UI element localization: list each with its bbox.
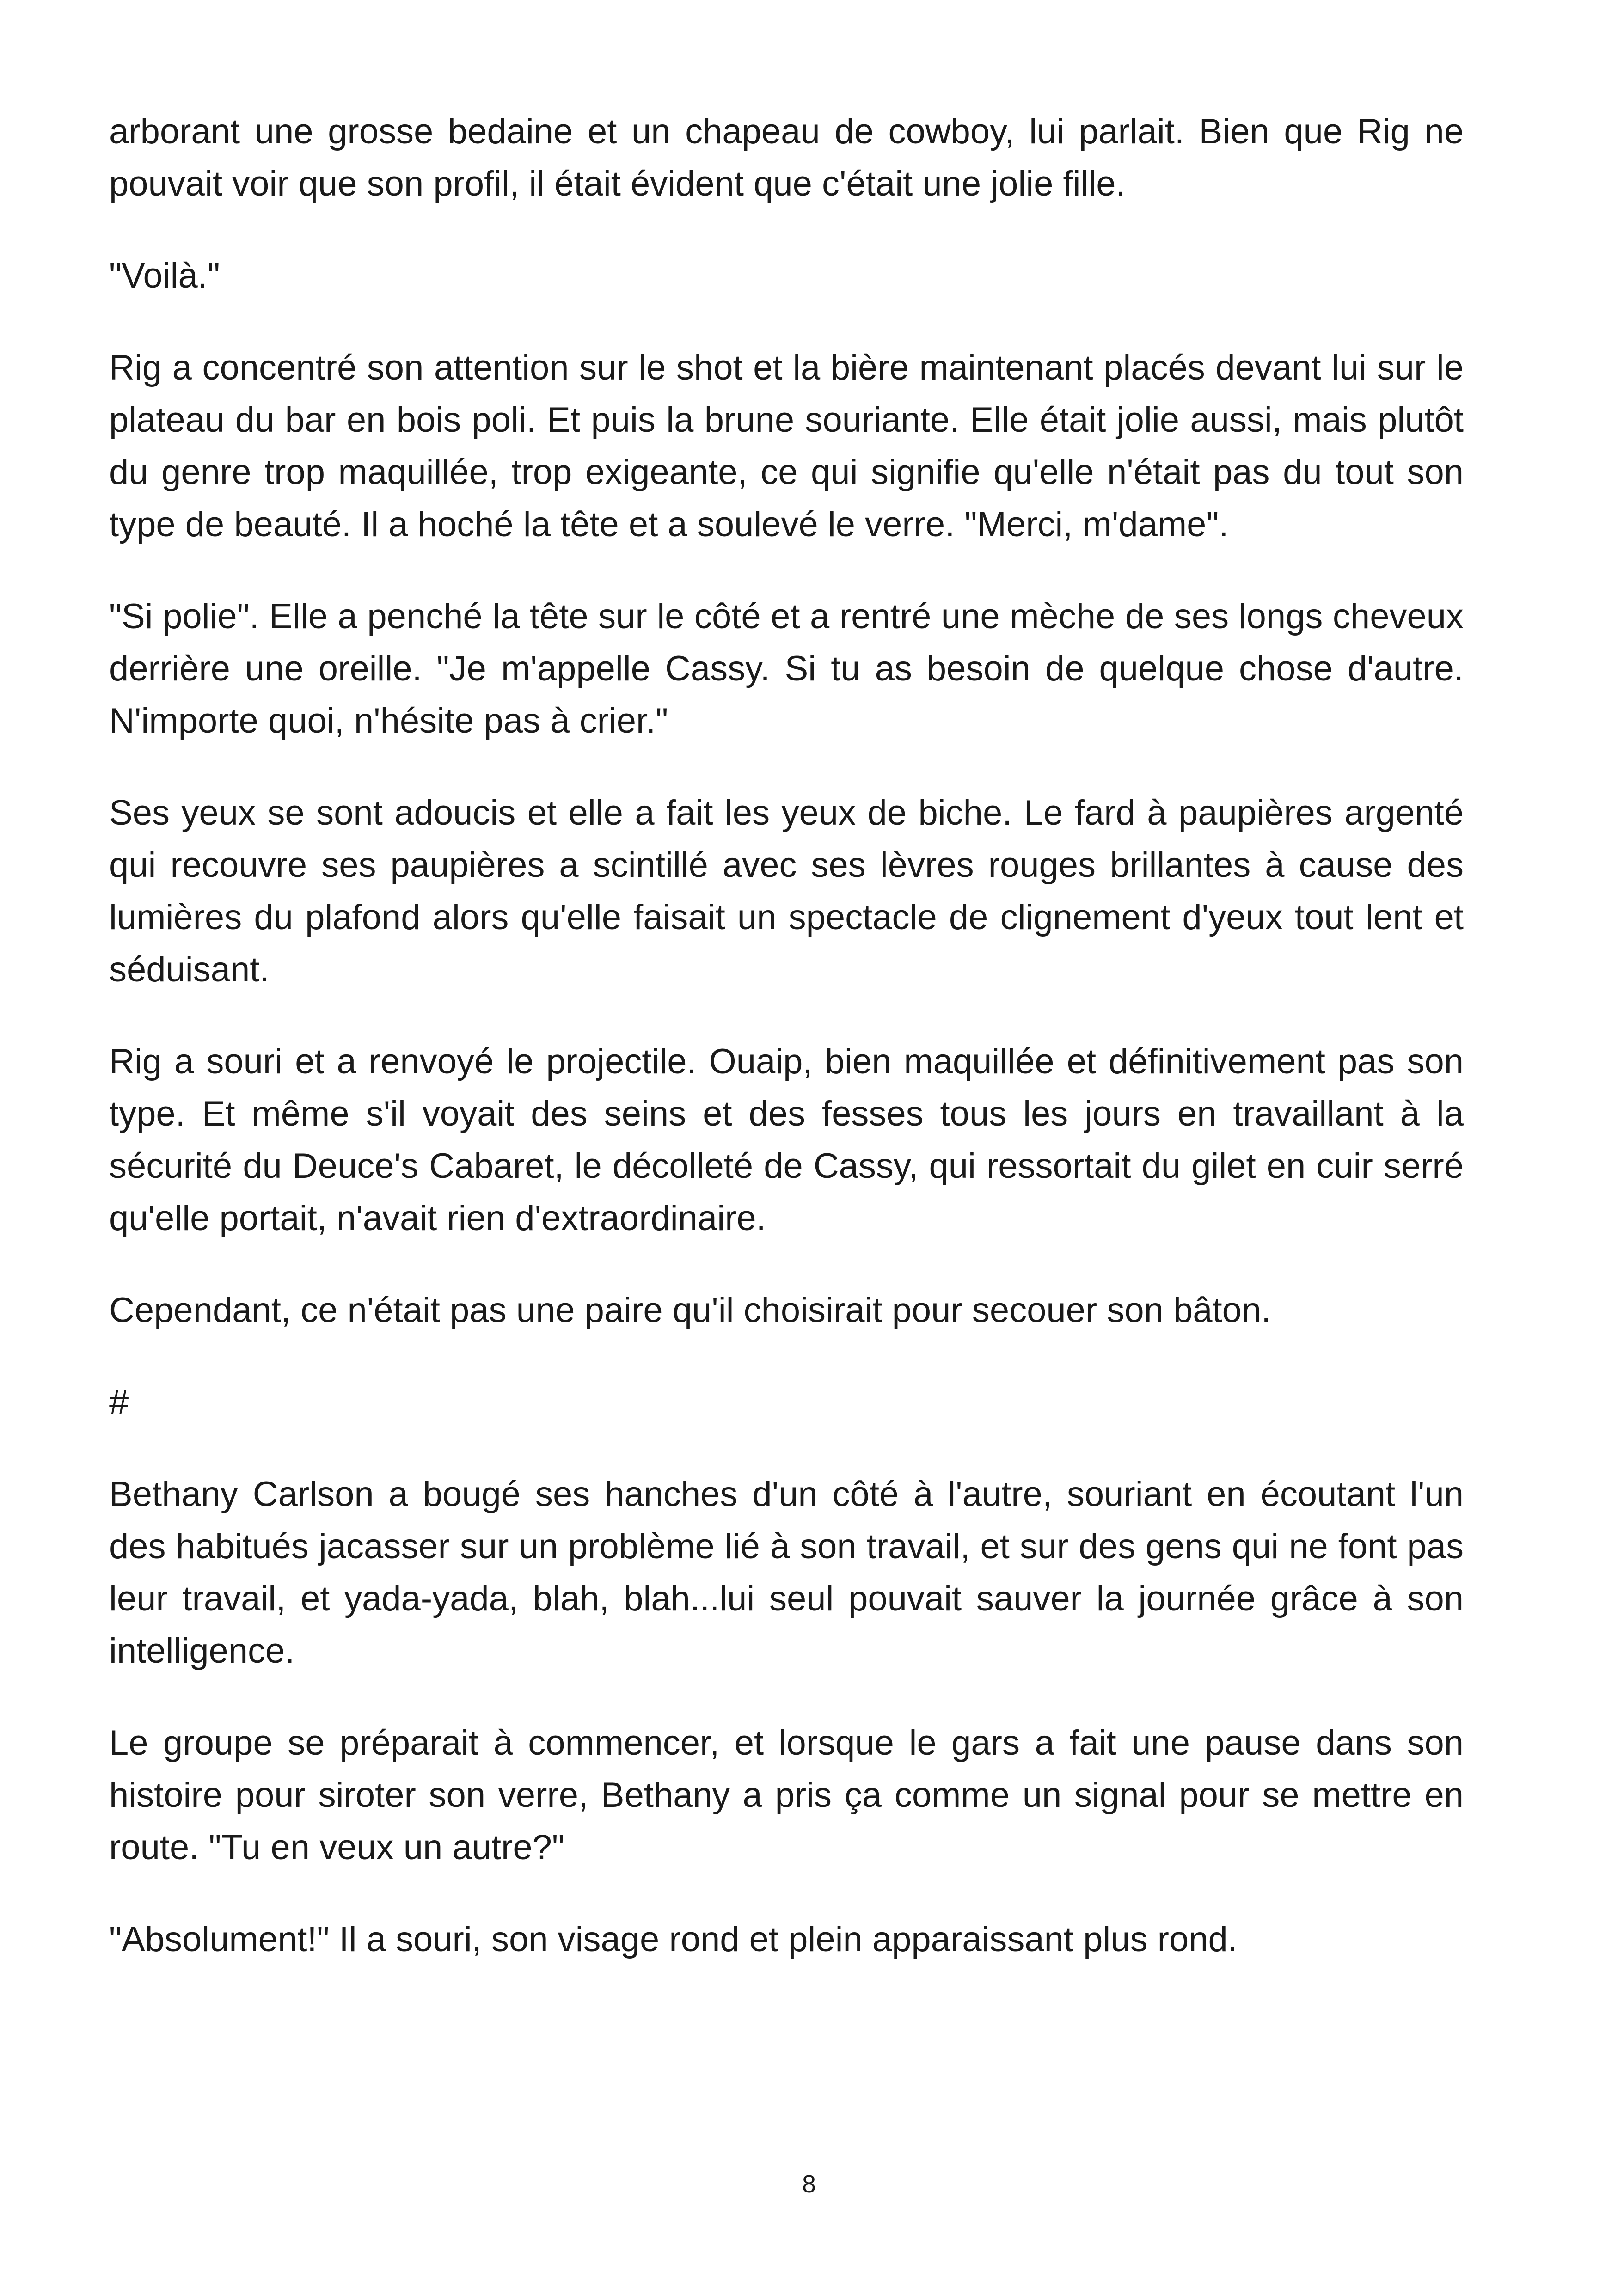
paragraph-2: "Voilà." [109, 256, 220, 295]
scene-break: # [109, 1383, 129, 1422]
page-number: 8 [802, 2170, 816, 2198]
paragraph-8: Bethany Carlson a bougé ses hanches d'un côté à l'autre, souriant en écoutant l'un des habitués jacasser sur un problème lié à son travail, et sur des gens qui ne font pas leur travail, et yada-yada, blah, blah...lui seul pouvait sauver la journée grâce à son intelligence. [109, 1475, 1464, 1671]
paragraph-1: arborant une grosse bedaine et un chapeau de cowboy, lui parlait. Bien que Rig ne pouvait voir que son profil, il était évident que c'était une jolie fille. [109, 112, 1464, 203]
paragraph-3: Rig a concentré son attention sur le shot et la bière maintenant placés devant lui sur le plateau du bar en bois poli. Et puis la brune souriante. Elle était jolie aussi, mais plutôt du genre trop maquillée, trop exigeante, ce qui signifie qu'elle n'était pas du tout son type de beauté. Il a hoché la tête et a soulevé le verre. "Merci, m'dame". [109, 348, 1464, 544]
paragraph-7: Cependant, ce n'était pas une paire qu'il choisirait pour secouer son bâton. [109, 1291, 1271, 1330]
body-text [109, 105, 1464, 2005]
paragraph-4: "Si polie". Elle a penché la tête sur le côté et a rentré une mèche de ses longs cheveux derrière une oreille. "Je m'appelle Cassy. Si tu as besoin de quelque chose d'autre. N'importe quoi, n'hésite pas à crier." [109, 597, 1464, 741]
paragraph-10: "Absolument!" Il a souri, son visage rond et plein apparaissant plus rond. [109, 1920, 1238, 1959]
paragraph-6: Rig a souri et a renvoyé le projectile. Ouaip, bien maquillée et définitivement pas son type. Et même s'il voyait des seins et des fesses tous les jours en travaillant à la sécurité du Deuce's Cabaret, le décolleté de Cassy, qui ressortait du gilet en cuir serré qu'elle portait, n'avait rien d'extraordinaire. [109, 1042, 1464, 1238]
paragraph-5: Ses yeux se sont adoucis et elle a fait les yeux de biche. Le fard à paupières argenté qui recouvre ses paupières a scintillé avec ses lèvres rouges brillantes à cause des lumières du plafond alors qu'elle faisait un spectacle de clignement d'yeux tout lent et séduisant. [109, 793, 1464, 989]
paragraph-9: Le groupe se préparait à commencer, et lorsque le gars a fait une pause dans son histoire pour siroter son verre, Bethany a pris ça comme un signal pour se mettre en route. "Tu en veux un autre?" [109, 1723, 1464, 1867]
